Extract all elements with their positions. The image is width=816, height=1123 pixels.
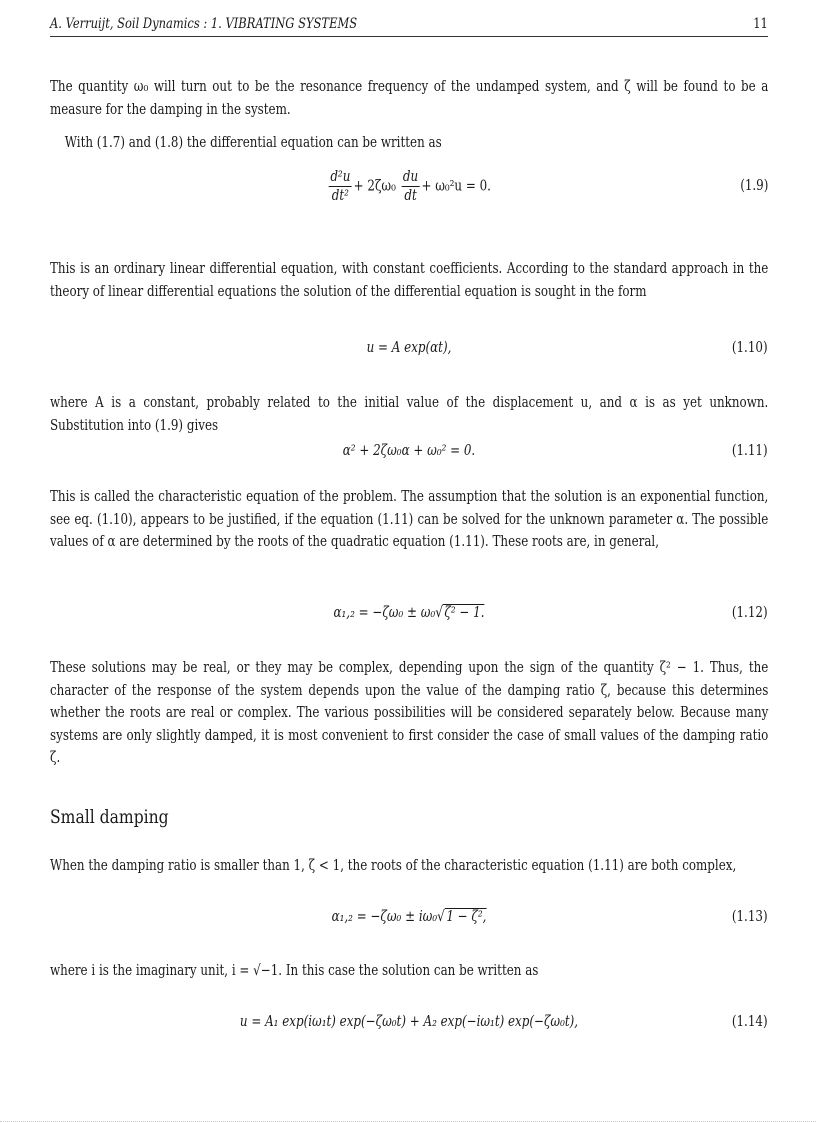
paragraph-6: These solutions may be real, or they may be complex, depending upon the sign of the quantity ζ² − 1. Thus, the character of the response of the system depends upon the value of the damping ratio ζ, because this determines whether the roots are real or complex. The various possibilities will be considered separately below. Because many systems are only slightly damped, it is most convenient to first consider the case of small values of the damping ratio ζ. [50,660,769,766]
equation-1-10-body: u = A exp(αt), [366,340,452,356]
paragraph-1: The quantity ω₀ will turn out to be the resonance frequency of the undamped system, and ζ will be found to be a measure for the damping in the system. [50,79,769,118]
paragraph-7: When the damping ratio is smaller than 1, ζ < 1, the roots of the characteristic equation (1.11) are both complex, [50,858,737,874]
equation-1-13-radicand: 1 − ζ², [446,909,487,925]
equation-number-1-9: (1.9) [739,178,768,194]
paragraph-5: This is called the characteristic equation of the problem. The assumption that the solution is an exponential function, see eq. (1.10), appears to be justified, if the equation (1.11) can be solved for the unknown parameter α. The possible values of α are determined by the roots of the quadratic equation (1.11). These roots are, in general, [50,489,769,550]
paragraph-3: This is an ordinary linear differential equation, with constant coefficients. According to the standard approach in the theory of linear differential equations the solution of the differential equation is sought in the form [50,261,769,300]
fraction-d2u-dt2 [329,168,352,205]
equation-1-12 [50,605,768,631]
running-header [50,14,768,37]
paragraph-4: where A is a constant, probably related to the initial value of the displacement u, and α is as yet unknown. Substitution into (1.9) gives [50,395,769,434]
frac2-numerator: du [402,169,419,185]
equation-1-9-tail: + ω₀²u = 0. [421,178,491,195]
page-bottom-divider [0,1121,816,1122]
paragraph-2: With (1.7) and (1.8) the differential equation can be written as [64,135,442,151]
equation-1-13-lead: α₁,₂ = −ζω₀ ± iω₀√ [331,909,445,925]
equation-1-9-middle: + 2ζω₀ [353,178,396,195]
page-number: 11 [753,16,768,32]
equation-1-13 [50,909,768,935]
section-heading: Small damping [50,806,169,828]
header-title: A. Verruijt, Soil Dynamics : 1. VIBRATING SYSTEMS [50,16,358,32]
fraction-du-dt [401,168,420,205]
equation-1-12-radicand: ζ² − 1. [444,605,485,621]
equation-1-12-lead: α₁,₂ = −ζω₀ ± ω₀√ [333,605,443,621]
equation-1-11 [50,443,768,467]
equation-1-10 [50,340,768,364]
frac1-denominator: dt² [331,188,349,204]
frac1-numerator: d²u [330,169,351,185]
equation-1-11-body: α² + 2ζω₀α + ω₀² = 0. [342,443,476,459]
equation-1-9 [50,168,768,216]
equation-1-9-body [327,168,491,205]
paragraph-8: where i is the imaginary unit, i = √−1. In this case the solution can be written as [50,963,539,979]
equation-number-1-10: (1.10) [732,340,768,356]
equation-number-1-14: (1.14) [732,1014,768,1030]
equation-1-12-body [333,605,484,621]
equation-1-14 [50,1014,768,1038]
equation-1-13-body [332,909,487,925]
frac2-denominator: dt [404,188,417,204]
equation-1-14-body: u = A₁ exp(iω₁t) exp(−ζω₀t) + A₂ exp(−iω₁t) exp(−ζω₀t), [239,1014,579,1030]
equation-number-1-13: (1.13) [732,909,768,925]
equation-number-1-11: (1.11) [732,443,768,459]
equation-number-1-12: (1.12) [732,605,768,621]
